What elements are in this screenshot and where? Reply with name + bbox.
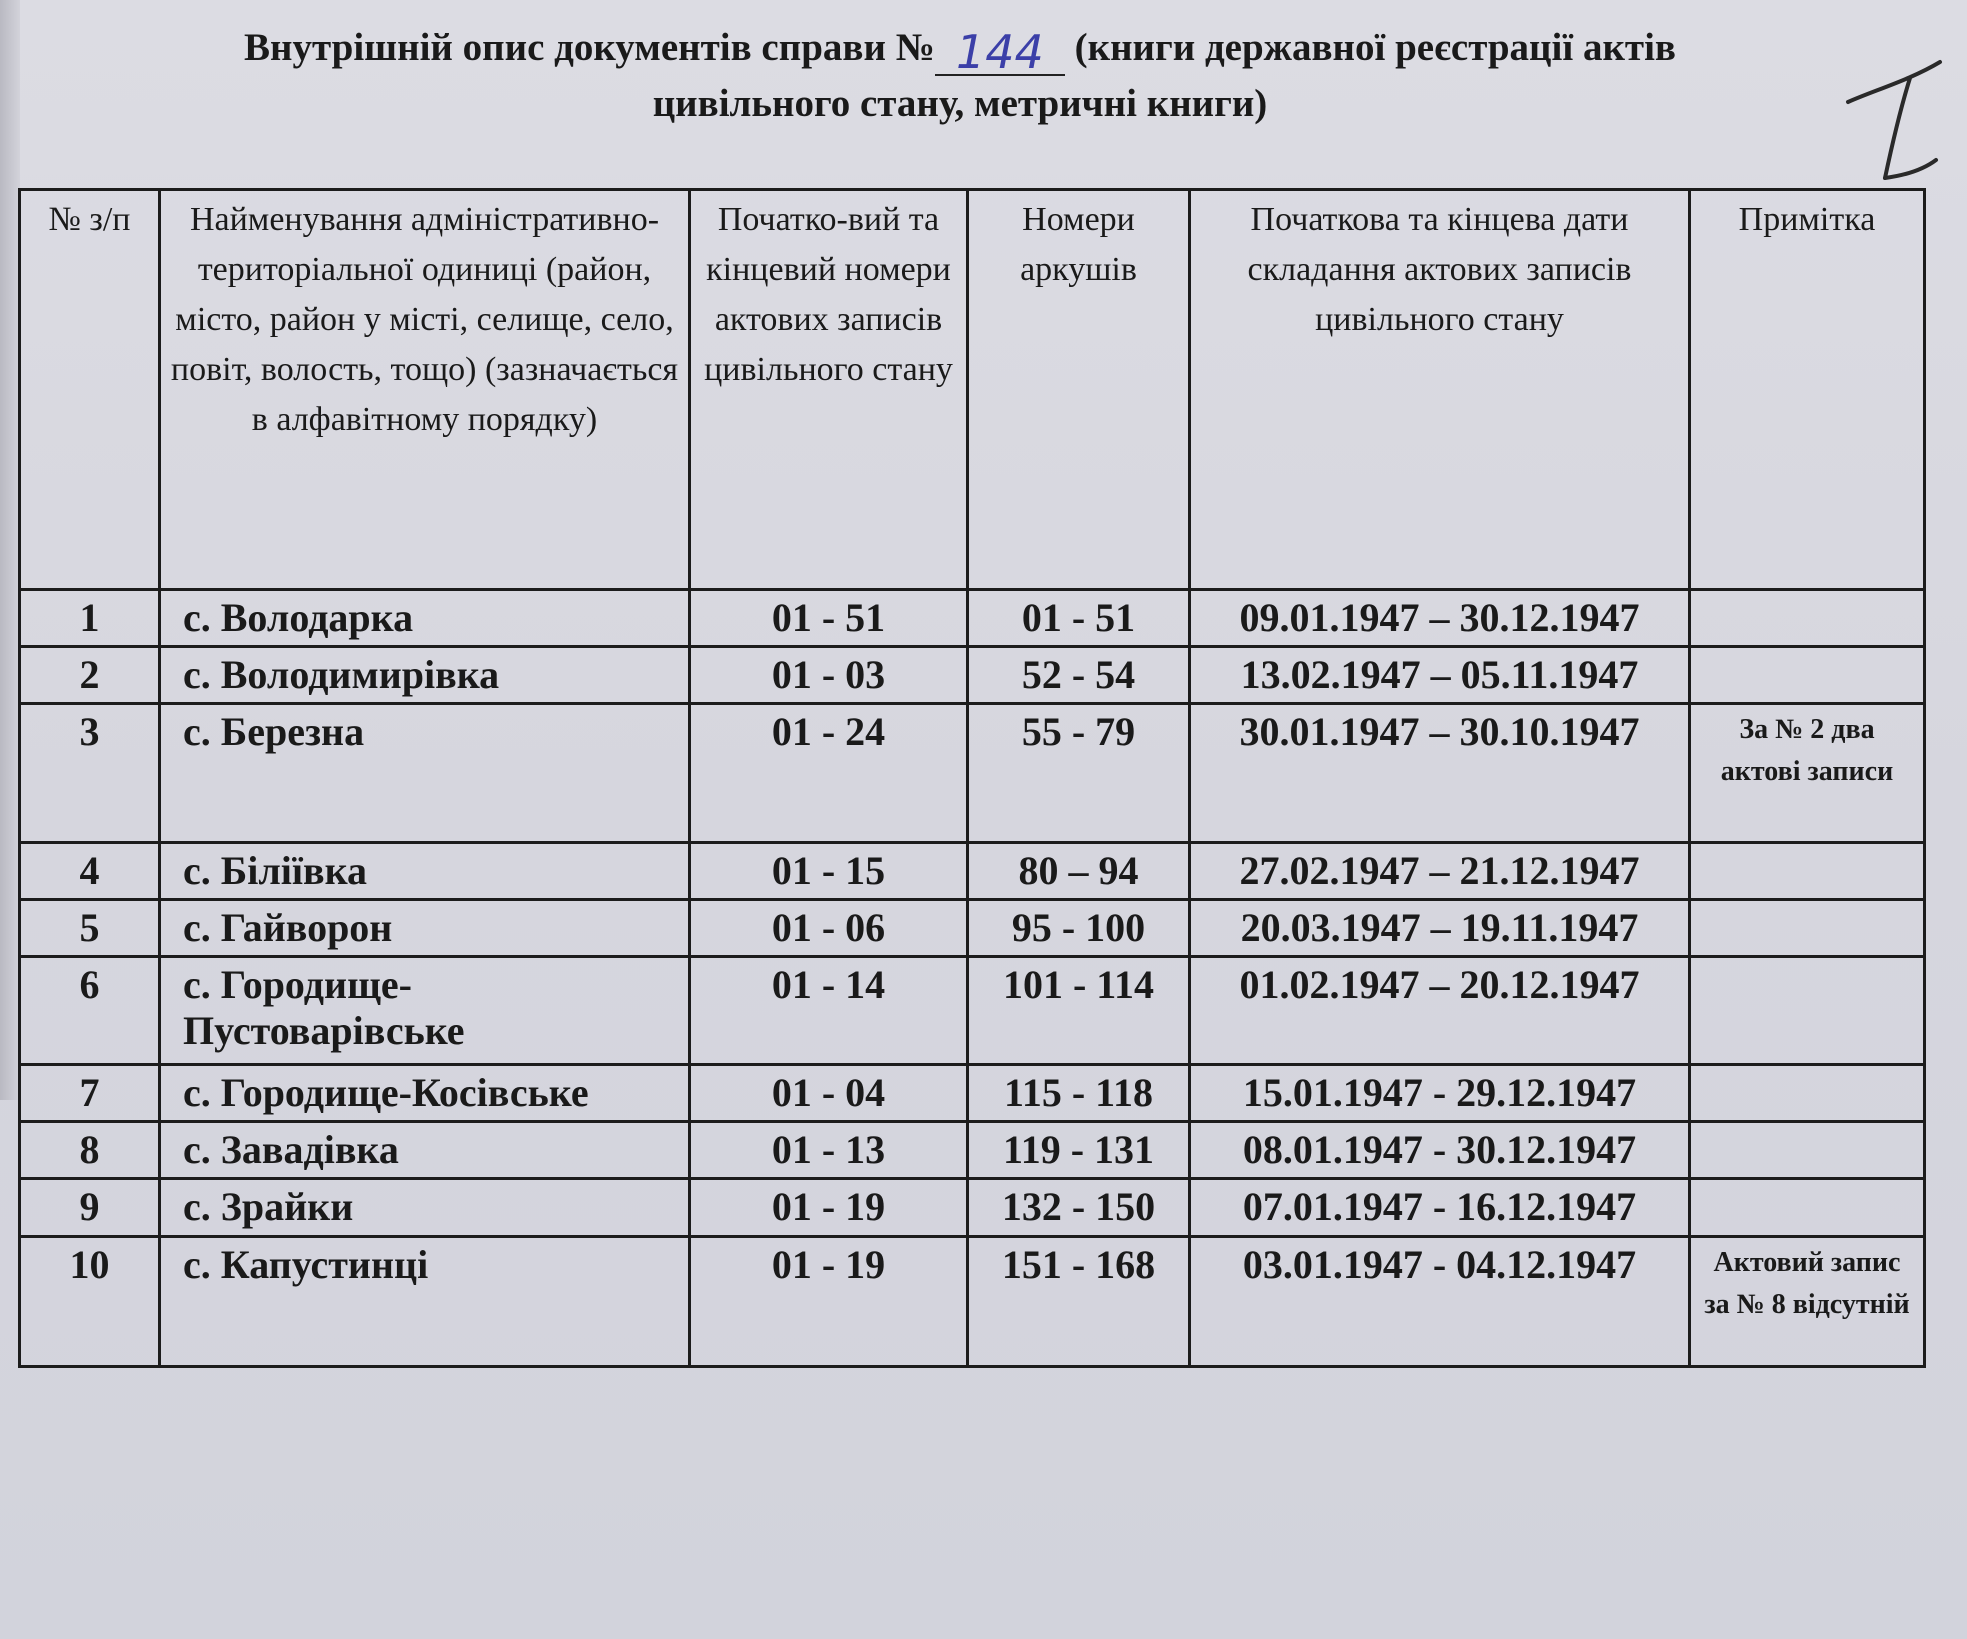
page-edge-shadow [0, 0, 20, 1100]
record-range: 01 - 13 [690, 1122, 968, 1179]
row-note: За № 2 два актові записи [1690, 704, 1925, 842]
header-note: Примітка [1690, 190, 1925, 590]
row-number: 6 [20, 956, 160, 1064]
record-range: 01 - 03 [690, 647, 968, 704]
unit-name: с. Гайворон [160, 899, 690, 956]
unit-name: с. Володарка [160, 590, 690, 647]
date-range: 30.01.1947 – 30.10.1947 [1190, 704, 1690, 842]
sheet-range: 119 - 131 [968, 1122, 1190, 1179]
row-note [1690, 647, 1925, 704]
unit-name: с. Капустинці [160, 1236, 690, 1366]
record-range: 01 - 19 [690, 1236, 968, 1366]
title-line-1 [150, 20, 1770, 79]
unit-name: с. Березна [160, 704, 690, 842]
record-range: 01 - 19 [690, 1179, 968, 1236]
row-note [1690, 956, 1925, 1064]
records-inventory-table [18, 188, 1926, 1368]
sheet-range: 52 - 54 [968, 647, 1190, 704]
sheet-range: 101 - 114 [968, 956, 1190, 1064]
header-record-numbers: Початко-вий та кінцевий номери актових записів цивільного стану [690, 190, 968, 590]
document-title [150, 20, 1770, 132]
row-number: 7 [20, 1065, 160, 1122]
row-note [1690, 842, 1925, 899]
sheet-range: 95 - 100 [968, 899, 1190, 956]
row-note [1690, 899, 1925, 956]
unit-name: с. Біліївка [160, 842, 690, 899]
row-note [1690, 1122, 1925, 1179]
table-row [20, 842, 1925, 899]
date-range: 03.01.1947 - 04.12.1947 [1190, 1236, 1690, 1366]
table-row [20, 1065, 1925, 1122]
title-prefix: Внутрішній опис документів справи № [244, 26, 935, 69]
title-suffix: (книги державної реєстрації актів [1074, 26, 1676, 69]
header-unit-name: Найменування адміністративно-територіальної одиниці (район, місто, район у місті, селище, село, повіт, волость, тощо) (зазначається в алфавітному порядку) [160, 190, 690, 590]
date-range: 20.03.1947 – 19.11.1947 [1190, 899, 1690, 956]
row-number: 4 [20, 842, 160, 899]
sheet-range: 01 - 51 [968, 590, 1190, 647]
record-range: 01 - 06 [690, 899, 968, 956]
table-row [20, 899, 1925, 956]
row-number: 2 [20, 647, 160, 704]
unit-name: с. Зрайки [160, 1179, 690, 1236]
header-number: № з/п [20, 190, 160, 590]
row-number: 3 [20, 704, 160, 842]
date-range: 09.01.1947 – 30.12.1947 [1190, 590, 1690, 647]
row-note: Актовий запис за № 8 відсутній [1690, 1236, 1925, 1366]
row-number: 9 [20, 1179, 160, 1236]
date-range: 13.02.1947 – 05.11.1947 [1190, 647, 1690, 704]
record-range: 01 - 15 [690, 842, 968, 899]
row-number: 1 [20, 590, 160, 647]
table-row [20, 1122, 1925, 1179]
record-range: 01 - 51 [690, 590, 968, 647]
row-number: 8 [20, 1122, 160, 1179]
title-line-2: цивільного стану, метричні книги) [652, 82, 1268, 125]
table-row [20, 590, 1925, 647]
row-note [1690, 1179, 1925, 1236]
table-row [20, 1236, 1925, 1366]
record-range: 01 - 04 [690, 1065, 968, 1122]
unit-name: с. Володимирівка [160, 647, 690, 704]
unit-name: с. Городище-Пустоварівське [160, 956, 690, 1064]
row-note [1690, 1065, 1925, 1122]
record-range: 01 - 14 [690, 956, 968, 1064]
row-number: 10 [20, 1236, 160, 1366]
date-range: 07.01.1947 - 16.12.1947 [1190, 1179, 1690, 1236]
date-range: 01.02.1947 – 20.12.1947 [1190, 956, 1690, 1064]
table-row [20, 1179, 1925, 1236]
date-range: 15.01.1947 - 29.12.1947 [1190, 1065, 1690, 1122]
sheet-range: 151 - 168 [968, 1236, 1190, 1366]
table-row [20, 704, 1925, 842]
record-range: 01 - 24 [690, 704, 968, 842]
unit-name: с. Завадівка [160, 1122, 690, 1179]
sheet-range: 55 - 79 [968, 704, 1190, 842]
table-row [20, 647, 1925, 704]
table-header-row [20, 190, 1925, 590]
header-sheet-numbers: Номери аркушів [968, 190, 1190, 590]
unit-name: с. Городище-Косівське [160, 1065, 690, 1122]
header-dates: Початкова та кінцева дати складання актових записів цивільного стану [1190, 190, 1690, 590]
case-number-handwritten: 144 [935, 30, 1065, 76]
row-note [1690, 590, 1925, 647]
row-number: 5 [20, 899, 160, 956]
handwritten-sheet-number-1 [1840, 50, 1950, 190]
date-range: 27.02.1947 – 21.12.1947 [1190, 842, 1690, 899]
sheet-range: 115 - 118 [968, 1065, 1190, 1122]
table-row [20, 956, 1925, 1064]
sheet-range: 80 – 94 [968, 842, 1190, 899]
date-range: 08.01.1947 - 30.12.1947 [1190, 1122, 1690, 1179]
sheet-range: 132 - 150 [968, 1179, 1190, 1236]
